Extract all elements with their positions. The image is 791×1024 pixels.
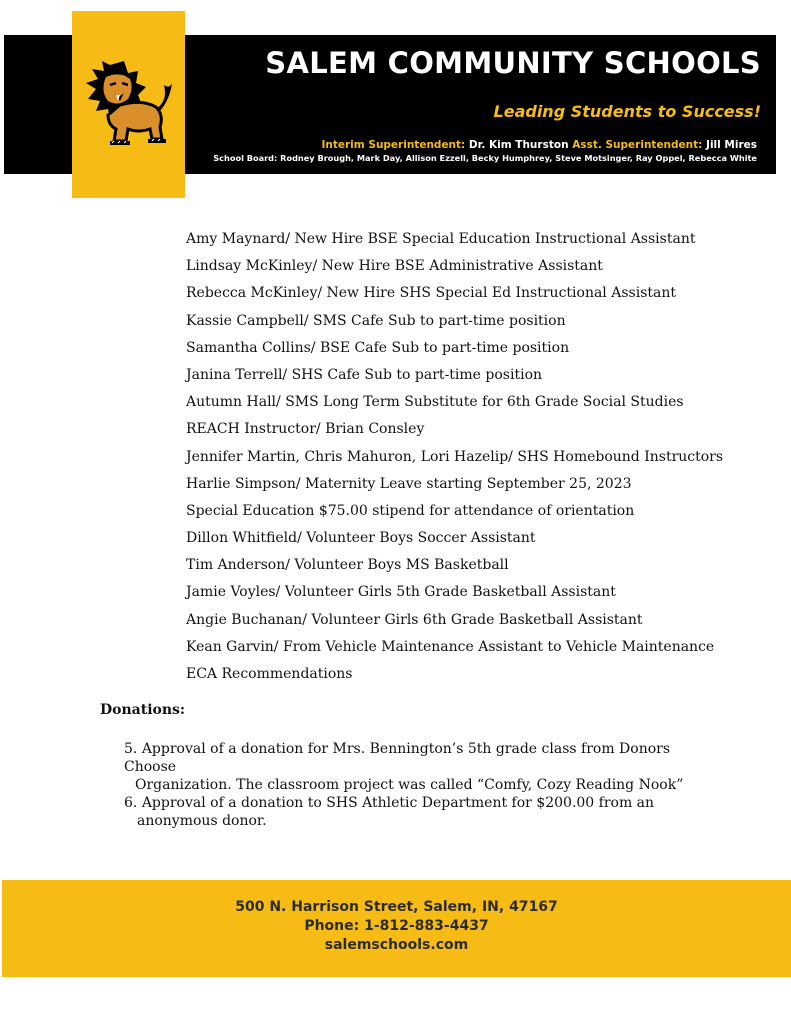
footer-banner — [2, 880, 791, 977]
donation-item-5 — [124, 740, 724, 794]
donations-heading: Donations: — [100, 702, 186, 718]
list-item: Rebecca McKinley/ New Hire SHS Special Ed Instructional Assistant — [186, 285, 676, 302]
donation-item-6 — [124, 794, 724, 830]
list-item: Kassie Campbell/ SMS Cafe Sub to part-time position — [186, 312, 566, 329]
donation-number: 6. — [124, 795, 138, 811]
list-item: Harlie Simpson/ Maternity Leave starting September 25, 2023 — [186, 475, 632, 492]
list-item: Samantha Collins/ BSE Cafe Sub to part-time position — [186, 339, 570, 356]
asst-superintendent-name: Jill Mires — [706, 139, 757, 151]
list-item: Autumn Hall/ SMS Long Term Substitute for 6th Grade Social Studies — [186, 394, 684, 411]
donation-number: 5. — [124, 741, 138, 757]
footer-website: salemschools.com — [324, 937, 469, 953]
logo-block — [72, 11, 185, 198]
donation-text-line2: anonymous donor. — [137, 813, 267, 829]
lion-mascot-icon — [80, 55, 176, 151]
list-item: Special Education $75.00 stipend for attendance of orientation — [186, 502, 635, 519]
donation-text-line1: Approval of a donation for Mrs. Bennington’s 5th grade class from Donors Choose — [124, 741, 671, 775]
donation-text-line1: Approval of a donation to SHS Athletic Department for $200.00 from an — [141, 795, 655, 811]
donation-text-line2: Organization. The classroom project was called “Comfy, Cozy Reading Nook” — [135, 777, 684, 793]
interim-superintendent-name: Dr. Kim Thurston — [468, 139, 569, 151]
footer-address: 500 N. Harrison Street, Salem, IN, 47167 — [235, 899, 558, 915]
tagline: Leading Students to Success! — [493, 102, 761, 121]
list-item: REACH Instructor/ Brian Consley — [186, 421, 425, 438]
footer-phone: Phone: 1-812-883-4437 — [304, 918, 489, 934]
list-item: ECA Recommendations — [186, 666, 353, 682]
administration-line — [321, 139, 757, 151]
list-item: Angie Buchanan/ Volunteer Girls 6th Grade Basketball Assistant — [186, 611, 643, 628]
school-board-line: School Board: Rodney Brough, Mark Day, Allison Ezzell, Becky Humphrey, Steve Motsinger, Ray Oppel, Rebecca White — [213, 153, 757, 163]
school-name: SALEM COMMUNITY SCHOOLS — [265, 46, 761, 80]
asst-superintendent-role: Asst. Superintendent: — [572, 139, 703, 151]
list-item: Dillon Whitfield/ Volunteer Boys Soccer Assistant — [186, 530, 536, 547]
list-item: Jamie Voyles/ Volunteer Girls 5th Grade Basketball Assistant — [186, 584, 616, 601]
list-item: Jennifer Martin, Chris Mahuron, Lori Hazelip/ SHS Homebound Instructors — [186, 448, 724, 465]
list-item: Kean Garvin/ From Vehicle Maintenance Assistant to Vehicle Maintenance — [186, 638, 715, 655]
list-item: Lindsay McKinley/ New Hire BSE Administrative Assistant — [186, 258, 603, 275]
list-item: Janina Terrell/ SHS Cafe Sub to part-time position — [186, 366, 543, 383]
list-item: Tim Anderson/ Volunteer Boys MS Basketball — [186, 557, 509, 574]
personnel-list — [186, 229, 723, 691]
interim-superintendent-role: Interim Superintendent: — [321, 139, 466, 151]
list-item: Amy Maynard/ New Hire BSE Special Education Instructional Assistant — [186, 231, 696, 247]
